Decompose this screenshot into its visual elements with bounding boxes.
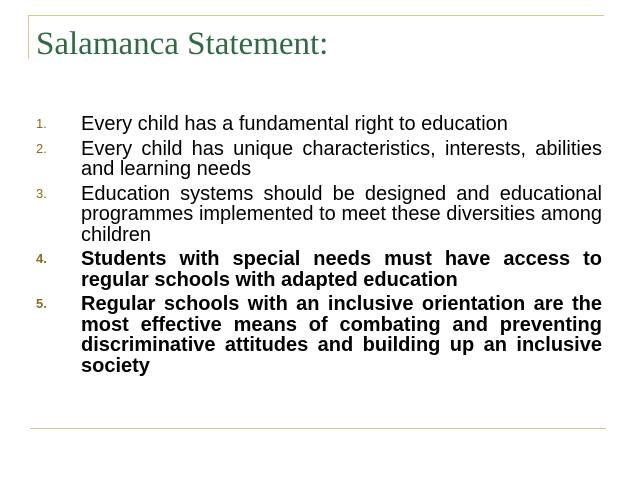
list-item-number: 1. <box>36 116 47 131</box>
top-rule <box>28 15 604 16</box>
left-rule <box>28 15 29 59</box>
list-item <box>36 114 602 135</box>
list-item-number: 5. <box>36 296 47 311</box>
list-item-text: Every child has a fundamental right to education <box>81 113 508 135</box>
statement-list <box>36 114 602 380</box>
list-item-number: 3. <box>36 185 47 201</box>
list-item <box>36 184 602 246</box>
list-item-text: Education systems should be designed and educational programmes implemented to meet these diversities among children <box>81 182 602 246</box>
slide-title: Salamanca Statement: <box>36 26 329 62</box>
list-item-number: 2. <box>36 140 47 156</box>
list-item <box>36 294 602 376</box>
list-item-text: Every child has unique characteristics, interests, abilities and learning needs <box>81 137 602 180</box>
list-item-number: 4. <box>36 251 47 266</box>
bottom-rule <box>30 428 606 429</box>
list-item <box>36 249 602 290</box>
list-item <box>36 139 602 180</box>
list-item-text: Regular schools with an inclusive orientation are the most effective means of combating and preventing discriminative attitudes and building up an inclusive society <box>81 293 602 377</box>
list-item-text: Students with special needs must have access to regular schools with adapted education <box>81 248 602 291</box>
